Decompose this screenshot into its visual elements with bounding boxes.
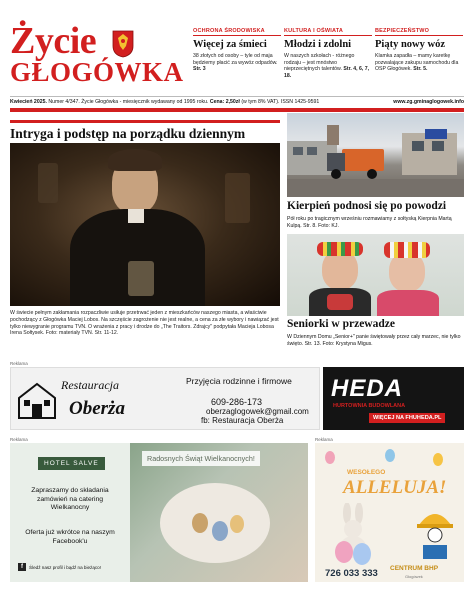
hotel-ad[interactable]	[10, 443, 308, 582]
restaurant-ad[interactable]	[10, 367, 320, 430]
dateline	[10, 96, 464, 105]
kierpien-headline[interactable]: Kierpień podnosi się po powodzi	[287, 200, 447, 212]
facebook-icon: f	[18, 563, 26, 571]
restaurant-tagline: Przyjęcia rodzinne i firmowe	[186, 376, 292, 386]
hotel-easter-wishes: Radosnych Świąt Wielkanocnych!	[142, 451, 260, 466]
teaser-firetruck[interactable]	[375, 28, 463, 73]
hotel-facebook-text: Śledź nasz profil i bądź na bieżąco!	[29, 564, 102, 570]
teaser-headline: Piąty nowy wóz	[375, 39, 445, 50]
kierpien-caption: Pół roku po tragicznym wrześniu rozmawiamy z sołtyską Kierpnia Martą Kulpą. Str. 8. Foto: KJ.	[287, 216, 452, 229]
main-article-caption: W świecie pełnym zakłamania rozpaczliwie usiłuje przetrwać jeden z mieszkańców naszego miasta, a właściwie pochodzący z Głogówka Maciej Lobos. Na szczęście zagrożenie nie jest realne, a cena za złe wybory i nawiązać jest tylko niewygranie programu TVN. O wrażenia z pracy i drodze do „The Traitors. Zdrajcy" podpytała Macieja Lobosa Irena Sołtysek. Foto: materiały TVN. Str. 11-12.	[10, 310, 279, 337]
ad-label: Reklama	[10, 361, 28, 366]
seniorki-photo[interactable]	[287, 234, 464, 316]
bhp-greeting-small: WESOŁEGO	[347, 469, 386, 476]
hotel-brand: HOTEL SALVE	[38, 457, 105, 470]
ad-label: Reklama	[315, 437, 333, 442]
restaurant-word: Restauracja	[61, 378, 119, 392]
teaser-page: Str. 4, 6, 7, 18.	[284, 66, 370, 79]
teaser-category: KULTURA I OŚWIATA	[284, 28, 372, 36]
teaser-waste[interactable]	[193, 28, 281, 73]
hotel-catering-text: Zapraszamy do składania zamówień na catering Wielkanocny	[31, 487, 109, 511]
heda-logo: HEDA	[331, 375, 404, 402]
restaurant-phone[interactable]: 609-286-173	[211, 397, 263, 407]
restaurant-facebook[interactable]: fb: Restauracja Oberża	[201, 416, 284, 425]
main-article-headline[interactable]: Intryga i podstęp na porządku dziennym	[10, 120, 280, 142]
masthead-title-line1: Życie	[10, 20, 97, 62]
main-article-photo[interactable]	[10, 143, 280, 306]
teaser-page: Str. 3	[193, 66, 206, 72]
teaser-headline: Młodzi i zdolni	[284, 39, 352, 50]
bhp-brand: CENTRUM BHP	[390, 565, 439, 572]
teaser-page: Str. 5.	[413, 66, 428, 72]
heda-cta-button[interactable]: WIĘCEJ NA FHUHEDA.PL	[369, 413, 445, 423]
restaurant-name: Oberża	[69, 398, 125, 419]
kierpien-photo[interactable]	[287, 113, 464, 197]
heda-subtitle: HURTOWNIA BUDOWLANA	[333, 403, 406, 409]
teaser-text: W naszych szkołach - różnego rodzaju – jest mnóstwo nieprzeciętnych talentów.	[284, 53, 355, 72]
bhp-ad[interactable]	[315, 443, 464, 582]
masthead-logo[interactable]	[10, 20, 190, 87]
bhp-phone[interactable]: 726 033 333	[325, 568, 378, 579]
teaser-youth[interactable]	[284, 28, 372, 79]
website-link[interactable]: www.zg.gminaglogowek.info	[393, 99, 464, 105]
house-icon	[15, 378, 59, 422]
teaser-text: 38 złotych od osoby – tyle od maja będziemy płacić za wywóz odpadów.	[193, 53, 278, 66]
teaser-text: Klamka zapadła – mamy karetkę pozwalające zakupu samochodu dla OSP Głogówek.	[375, 53, 459, 72]
header-divider	[10, 108, 464, 112]
hotel-facebook-note[interactable]	[18, 563, 101, 571]
teaser-headline: Więcej za śmieci	[193, 39, 267, 50]
restaurant-email[interactable]: oberzaglogowek@gmail.com	[206, 407, 309, 416]
masthead-title-line2: GŁOGÓWKA	[10, 57, 184, 87]
issue-details: Numer 4/347. Życie Głogówka - miesięcznik wydawany od 1995 roku.	[48, 99, 209, 105]
hotel-offer-text: Oferta już wkrótce na naszym Facebook'u	[25, 529, 115, 545]
coat-of-arms-icon	[112, 30, 134, 58]
teaser-category: BEZPIECZEŃSTWO	[375, 28, 463, 36]
heda-ad[interactable]	[323, 367, 464, 430]
ad-label: Reklama	[10, 437, 28, 442]
bhp-location: Głogówek	[405, 574, 423, 579]
helmet-worker-icon	[413, 503, 457, 559]
seniorki-caption: W Dziennym Domu „Senior+" panie świętowały przez cały marzec, nie tylko święto. Str. 13. Foto: Krystyna Migus.	[287, 334, 461, 347]
seniorki-headline[interactable]: Seniorki w przewadze	[287, 318, 395, 330]
issue-price: Cena: 2,50zł	[209, 99, 240, 105]
teaser-category: OCHRONA ŚRODOWISKA	[193, 28, 281, 36]
issue-vat: (w tym 8% VAT). ISSN 1425-9591	[241, 99, 320, 105]
issue-date: Kwiecień 2025.	[10, 99, 47, 105]
bhp-greeting-big: ALLELUJA!	[343, 477, 447, 498]
